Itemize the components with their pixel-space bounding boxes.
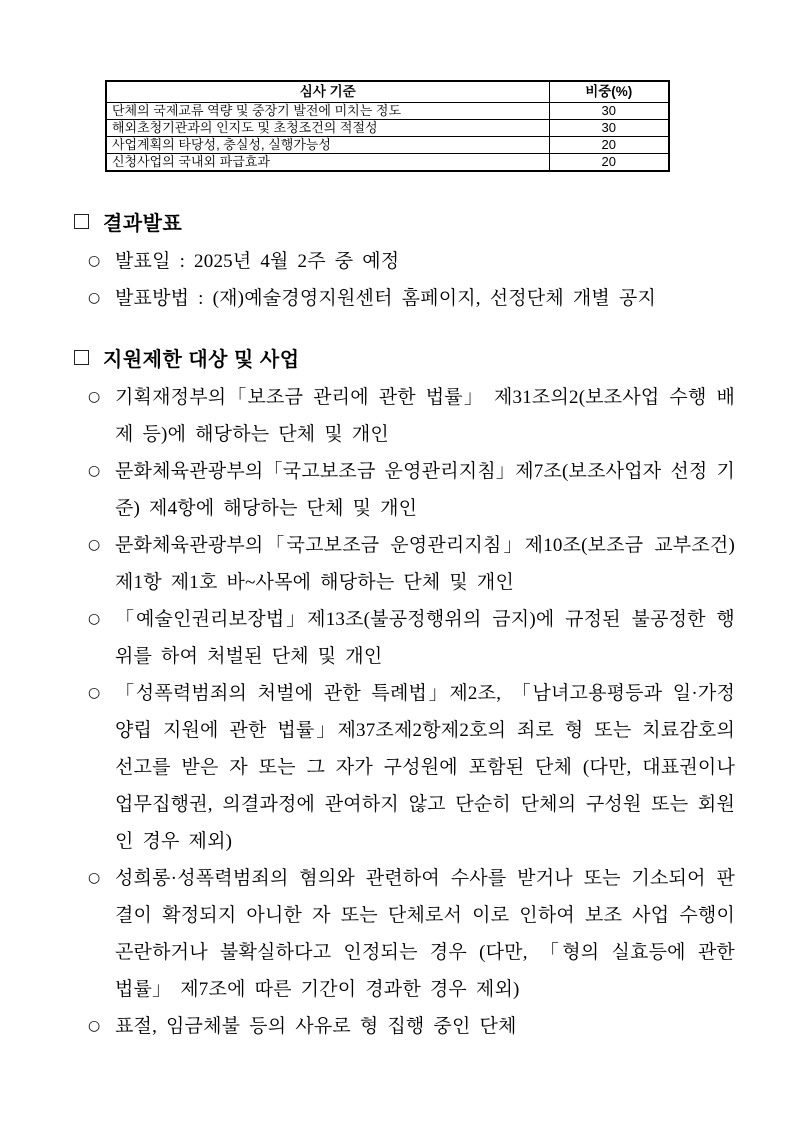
table-row <box>106 137 669 154</box>
criteria-cell: 단체의 국제교류 역량 및 중장기 발전에 미치는 정도 <box>106 103 549 120</box>
item-text: 「예술인권리보장법」제13조(불공정행위의 금지)에 규정된 불공정한 행위를 하여 처벌된 단체 및 개인 <box>115 609 735 667</box>
item-text: 기획재정부의「보조금 관리에 관한 법률」 제31조의2(보조사업 수행 배제 등)에 해당하는 단체 및 개인 <box>115 387 735 445</box>
circle-bullet-icon: ○ <box>88 253 101 269</box>
header-weight: 비중(%) <box>549 81 669 103</box>
circle-bullet-icon: ○ <box>88 685 101 701</box>
weight-cell: 30 <box>549 120 669 137</box>
list-item <box>75 280 735 317</box>
list-item <box>75 379 735 453</box>
circle-bullet-icon: ○ <box>88 389 101 405</box>
list-item <box>75 1008 735 1045</box>
weight-cell: 20 <box>549 137 669 154</box>
item-text: 발표방법 : (재)예술경영지원센터 홈페이지, 선정단체 개별 공지 <box>115 288 657 309</box>
section-title <box>74 208 793 234</box>
section-title-text: 지원제한 대상 및 사업 <box>103 348 300 371</box>
list-item <box>75 527 735 601</box>
circle-bullet-icon: ○ <box>88 870 101 886</box>
criteria-table <box>105 80 670 172</box>
criteria-cell: 사업계획의 타당성, 충실성, 실행가능성 <box>106 137 549 154</box>
circle-bullet-icon: ○ <box>88 290 101 306</box>
criteria-cell: 해외초청기관과의 인지도 및 초청조건의 적절성 <box>106 120 549 137</box>
item-text: 표절, 임금체불 등의 사유로 형 집행 중인 단체 <box>115 1016 517 1037</box>
list-item <box>75 601 735 675</box>
item-text: 문화체육관광부의「국고보조금 운영관리지침」제7조(보조사업자 선정 기준) 제4항에 해당하는 단체 및 개인 <box>115 461 735 519</box>
circle-bullet-icon: ○ <box>88 463 101 479</box>
circle-bullet-icon: ○ <box>88 1018 101 1034</box>
section-support-restrictions <box>0 344 793 1045</box>
item-text: 성희롱·성폭력범죄의 혐의와 관련하여 수사를 받거나 또는 기소되어 판결이 확정되지 아니한 자 또는 단체로서 이로 인하여 보조 사업 수행이 곤란하거나 불확실하다고 인정되는 경우 (다만, 「형의 실효등에 관한 법률」 제7조에 따른 기간이 경과한 경우 제외) <box>115 868 735 1000</box>
table-row <box>106 154 669 172</box>
table-header-row <box>106 81 669 103</box>
table-row <box>106 120 669 137</box>
item-text: 발표일 : 2025년 4월 2주 중 예정 <box>115 251 400 272</box>
list-item <box>75 675 735 860</box>
section-results-announcement <box>0 208 793 317</box>
item-text: 문화체육관광부의「국고보조금 운영관리지침」제10조(보조금 교부조건) 제1항 제1호 바~사목에 해당하는 단체 및 개인 <box>115 535 735 593</box>
table-row <box>106 103 669 120</box>
square-bullet-icon <box>74 214 89 229</box>
section-items <box>75 379 735 1045</box>
section-items <box>75 243 735 317</box>
circle-bullet-icon: ○ <box>88 537 101 553</box>
list-item <box>75 243 735 280</box>
section-title-text: 결과발표 <box>103 212 183 235</box>
criteria-cell: 신청사업의 국내외 파급효과 <box>106 154 549 172</box>
list-item <box>75 860 735 1008</box>
weight-cell: 30 <box>549 103 669 120</box>
item-text: 「성폭력범죄의 처벌에 관한 특례법」제2조, 「남녀고용평등과 일·가정 양립 지원에 관한 법률」제37조제2항제2호의 죄로 형 또는 치료감호의 선고를 받은 자 또는 그 자가 구성원에 포함된 단체 (다만, 대표권이나 업무집행권, 의결과정에 관여하지 않고 단순히 단체의 구성원 또는 회원인 경우 제외) <box>115 683 735 852</box>
list-item <box>75 453 735 527</box>
section-title <box>74 344 793 370</box>
weight-cell: 20 <box>549 154 669 172</box>
header-criteria: 심사 기준 <box>106 81 549 103</box>
circle-bullet-icon: ○ <box>88 611 101 627</box>
square-bullet-icon <box>74 350 89 365</box>
